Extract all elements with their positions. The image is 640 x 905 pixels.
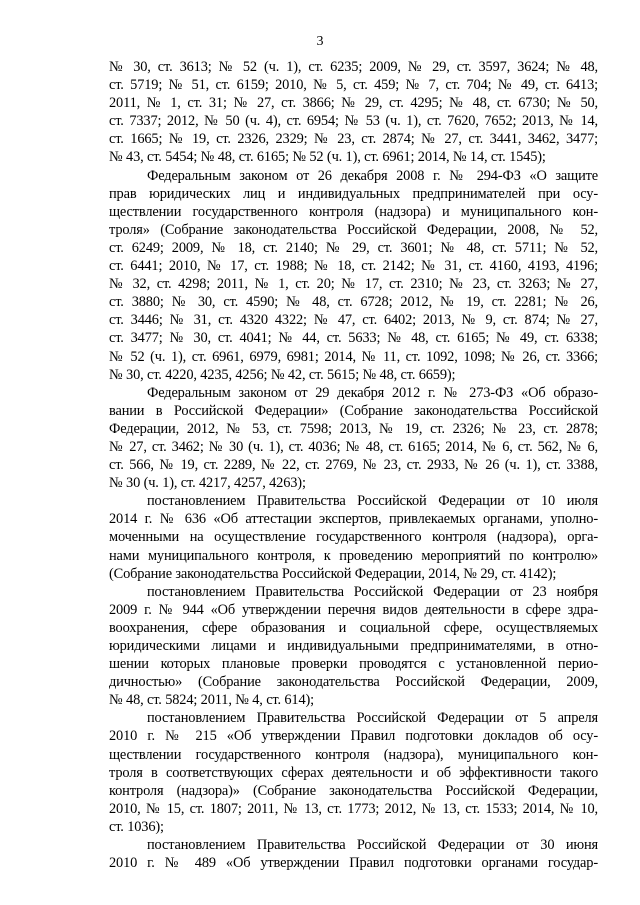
text-line: моченными на осуществление государственного контроля (надзора), орга-: [109, 529, 598, 546]
text-line: № 48, ст. 5824; 2011, № 4, ст. 614);: [109, 692, 315, 709]
text-line: 2009 г. № 944 «Об утверждении перечня видов деятельности в сфере здра-: [109, 601, 598, 618]
text-line: троля» (Собрание законодательства Российской Федерации, 2008, № 52,: [109, 221, 598, 238]
paragraph-resolution-636: [109, 492, 598, 582]
text-line: дичностью» (Собрание законодательства Российской Федерации, 2009,: [109, 674, 598, 691]
text-line: ст. 1665; № 19, ст. 2326, 2329; № 23, ст. 2874; № 27, ст. 3441, 3462, 3477;: [109, 131, 598, 148]
text-line: ст. 3880; № 30, ст. 4590; № 48, ст. 6728; 2012, № 19, ст. 2281; № 26,: [109, 294, 598, 311]
paragraph-federal-law-294: [109, 167, 598, 384]
text-line: ст. 6441; 2010, № 17, ст. 1988; № 18, ст. 2142; № 31, ст. 4160, 4193, 4196;: [109, 258, 598, 275]
text-line: Федерации, 2012, № 53, ст. 7598; 2013, № 19, ст. 2326; № 23, ст. 2878;: [109, 420, 598, 437]
paragraph-federal-law-273: [109, 384, 598, 493]
paragraph-resolution-489: [109, 836, 598, 872]
text-line: постановлением Правительства Российской Федерации от 5 апреля: [147, 710, 598, 727]
text-line: контроля (надзора)» (Собрание законодательства Российской Федерации,: [109, 782, 598, 799]
text-line: ст. 566, № 19, ст. 2289, № 22, ст. 2769, № 23, ст. 2933, № 26 (ч. 1), ст. 3388,: [109, 457, 598, 474]
paragraph-continued: [109, 58, 598, 167]
text-line: ст. 7337; 2012, № 50 (ч. 4), ст. 6954; № 53 (ч. 1), ст. 7620, 7652; 2013, № 14,: [109, 113, 598, 130]
text-line: 2010, № 15, ст. 1807; 2011, № 13, ст. 1773; 2012, № 13, ст. 1533; 2014, № 10,: [109, 800, 598, 817]
text-line: ществлении государственного контроля (надзора), муниципального кон-: [109, 746, 598, 763]
text-line: № 30 (ч. 1), ст. 4217, 4257, 4263);: [109, 475, 306, 492]
text-line: ст. 1036);: [109, 818, 164, 835]
text-line: 2010 г. № 215 «Об утверждении Правил подготовки докладов об осу-: [109, 728, 598, 745]
text-line: вании в Российской Федерации» (Собрание законодательства Российской: [109, 402, 598, 419]
document-body: [109, 58, 598, 872]
text-line: прав юридических лиц и индивидуальных предпринимателей при осу-: [109, 185, 598, 202]
text-line: № 27, ст. 3462; № 30 (ч. 1), ст. 4036; № 48, ст. 6165; 2014, № 6, ст. 562, № 6,: [109, 438, 598, 455]
text-line: № 43, ст. 5454; № 48, ст. 6165; № 52 (ч. 1), ст. 6961; 2014, № 14, ст. 1545);: [109, 149, 546, 166]
text-line: Федеральным законом от 29 декабря 2012 г. № 273-ФЗ «Об образо-: [147, 384, 598, 401]
text-line: № 30, ст. 4220, 4235, 4256; № 42, ст. 5615; № 48, ст. 6659);: [109, 366, 456, 383]
paragraph-resolution-215: [109, 709, 598, 836]
text-line: нами муниципального контроля, к проведению мероприятий по контролю»: [109, 547, 598, 564]
text-line: 2014 г. № 636 «Об аттестации экспертов, привлекаемых органами, уполно-: [109, 511, 598, 528]
text-line: № 32, ст. 4298; 2011, № 1, ст. 20; № 17, ст. 2310; № 23, ст. 3263; № 27,: [109, 276, 598, 293]
text-line: троля в соответствующих сферах деятельности и об эффективности такого: [109, 764, 598, 781]
text-line: № 30, ст. 3613; № 52 (ч. 1), ст. 6235; 2009, № 29, ст. 3597, 3624; № 48,: [109, 59, 598, 75]
text-line: ст. 3477; № 30, ст. 4041; № 44, ст. 5633; № 48, ст. 6165; № 49, ст. 6338;: [109, 330, 598, 347]
text-line: ст. 3446; № 31, ст. 4320 4322; № 47, ст. 6402; 2013, № 9, ст. 874; № 27,: [109, 312, 598, 329]
text-line: юридическими лицами и индивидуальными предпринимателями, в отно-: [109, 638, 598, 654]
text-line: Федеральным законом от 26 декабря 2008 г. № 294-ФЗ «О защите: [147, 167, 598, 184]
text-line: 2010 г. № 489 «Об утверждении Правил подготовки органами государ-: [109, 855, 598, 872]
text-line: воохранения, сфере образования и социальной сфере, осуществляемых: [109, 619, 598, 636]
text-line: 2011, № 1, ст. 31; № 27, ст. 3866; № 29, ст. 4295; № 48, ст. 6730; № 50,: [109, 95, 598, 112]
text-line: ст. 6249; 2009, № 18, ст. 2140; № 29, ст. 3601; № 48, ст. 5711; № 52,: [109, 239, 598, 256]
text-line: ст. 5719; № 51, ст. 6159; 2010, № 5, ст. 459; № 7, ст. 704; № 49, ст. 6413;: [109, 77, 598, 94]
page-number: 3: [316, 34, 324, 49]
text-line: ществлении государственного контроля (надзора) и муниципального кон-: [109, 203, 598, 220]
text-line: шении которых плановые проверки проводятся с установленной перио-: [109, 656, 598, 673]
text-line: постановлением Правительства Российской Федерации от 30 июня: [147, 837, 598, 854]
paragraph-resolution-944: [109, 583, 598, 710]
text-line: № 52 (ч. 1), ст. 6961, 6979, 6981; 2014, № 11, ст. 1092, 1098; № 26, ст. 3366;: [109, 348, 598, 365]
text-line: постановлением Правительства Российской Федерации от 10 июля: [147, 493, 598, 510]
text-line: постановлением Правительства Российской Федерации от 23 ноября: [147, 583, 598, 600]
text-line: (Собрание законодательства Российской Федерации, 2014, № 29, ст. 4142);: [109, 565, 557, 582]
